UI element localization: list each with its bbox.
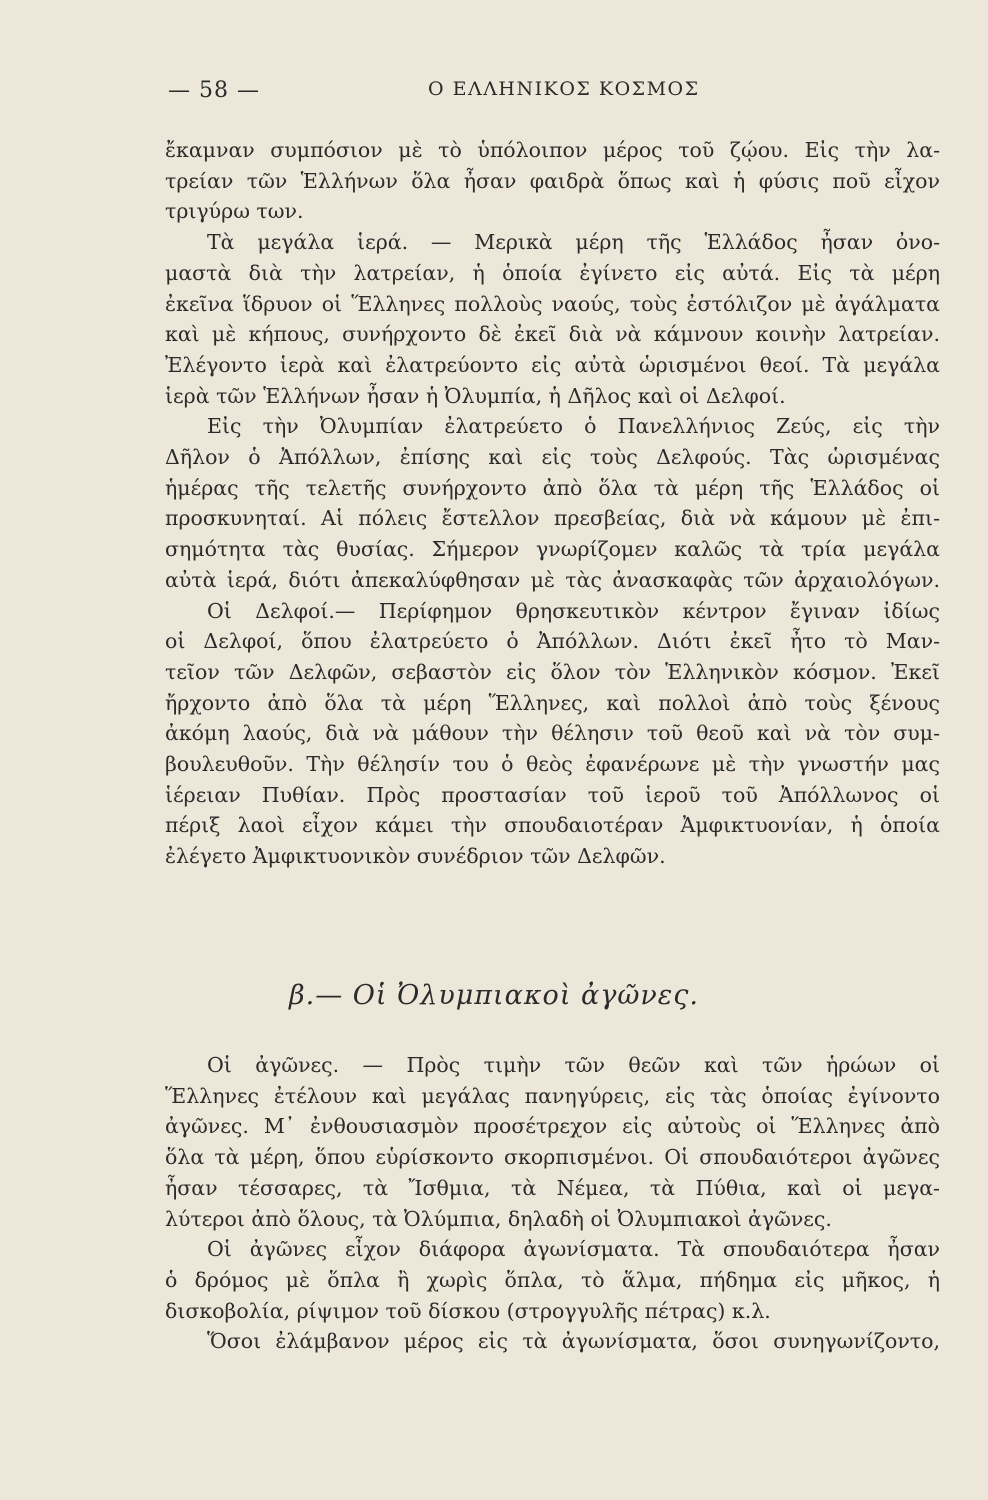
text-line: αὐτὰ ἱερά, διότι ἀπεκαλύφθησαν μὲ τὰς ἀνασκαφὰς τῶν ἀρχαιολόγων.: [165, 567, 940, 592]
text-line: Ὅσοι ἐλάμβανον μέρος εἰς τὰ ἀγωνίσματα, ὅσοι συνηγωνίζοντο,: [207, 1329, 940, 1354]
text-line: πέριξ λαοὶ εἶχον κάμει τὴν σπουδαιοτέραν Ἀμφικτυονίαν, ἡ ὁποία: [165, 813, 940, 838]
text-line: ἱερὰ τῶν Ἑλλήνων ἦσαν ἡ Ὀλυμπία, ἡ Δῆλος καὶ οἱ Δελφοί.: [165, 383, 786, 408]
subheading-line: Τὰ μεγάλα ἱερά. — Μερικὰ μέρη τῆς Ἑλλάδος ἦσαν ὀνο-: [207, 230, 940, 255]
text-line: δισκοβολία, ρίψιμον τοῦ δίσκου (στρογγυλῆς πέτρας) κ.λ.: [165, 1298, 771, 1323]
text-line: ἐκεῖνα ἵδρυον οἱ Ἕλληνες πολλοὺς ναούς, τοὺς ἐστόλιζον μὲ ἀγάλματα: [165, 291, 940, 316]
section-title: β.— Οἱ Ὀλυμπιακοὶ ἀγῶνες.: [289, 980, 699, 1011]
subheading-line: Οἱ ἀγῶνες. — Πρὸς τιμὴν τῶν θεῶν καὶ τῶν ἡρώων οἱ: [207, 1053, 940, 1077]
text-line: ἀγῶνες. Μ᾽ ἐνθουσιασμὸν προσέτρεχον εἰς αὐτοὺς οἱ Ἕλληνες ἀπὸ: [165, 1114, 940, 1139]
text-line: ὁ δρόμος μὲ ὅπλα ἢ χωρὶς ὅπλα, τὸ ἅλμα, πήδημα εἰς μῆκος, ἡ: [165, 1267, 940, 1292]
text-line: βουλευθοῦν. Τὴν θέλησίν του ὁ θεὸς ἐφανέρωνε μὲ τὴν γνωστήν μας: [165, 752, 940, 777]
text-line: Εἰς τὴν Ὀλυμπίαν ἐλατρεύετο ὁ Πανελλήνιος Ζεύς, εἰς τὴν: [207, 414, 940, 439]
text-line: ἤρχοντο ἀπὸ ὅλα τὰ μέρη Ἕλληνες, καὶ πολλοὶ ἀπὸ τοὺς ξένους: [165, 690, 940, 715]
text-line: προσκυνηταί. Αἱ πόλεις ἔστελλον πρεσβείας, διὰ νὰ κάμουν μὲ ἐπι-: [165, 506, 940, 531]
text-line: Δῆλον ὁ Ἀπόλλων, ἐπίσης καὶ εἰς τοὺς Δελφούς. Τὰς ὡρισμένας: [165, 445, 940, 470]
text-line: τρείαν τῶν Ἑλλήνων ὅλα ἦσαν φαιδρὰ ὅπως καὶ ἡ φύσις ποῦ εἶχον: [165, 168, 940, 193]
text-line: Ἐλέγοντο ἱερὰ καὶ ἐλατρεύοντο εἰς αὐτὰ ὡρισμένοι θεοί. Τὰ μεγάλα: [165, 352, 940, 377]
body-text-top: [165, 135, 940, 872]
running-title: Ο ΕΛΛΗΝΙΚΟΣ ΚΟΣΜΟΣ: [428, 78, 700, 100]
text-line: μαστὰ διὰ τὴν λατρείαν, ἡ ὁποία ἐγίνετο εἰς αὐτά. Εἰς τὰ μέρη: [165, 260, 940, 285]
body-text-bottom: [165, 1050, 940, 1357]
text-line: καὶ μὲ κήπους, συνήρχοντο δὲ ἐκεῖ διὰ νὰ κάμνουν κοινὴν λατρείαν.: [165, 322, 940, 347]
text-line: οἱ Δελφοί, ὅπου ἐλατρεύετο ὁ Ἀπόλλων. Διότι ἐκεῖ ἦτο τὸ Μαν-: [165, 629, 940, 654]
text-line: ἡμέρας τῆς τελετῆς συνήρχοντο ἀπὸ ὅλα τὰ μέρη τῆς Ἑλλάδος οἱ: [165, 475, 940, 500]
text-line: ὅλα τὰ μέρη, ὅπου εὑρίσκοντο σκορπισμένοι. Οἱ σπουδαιότεροι ἀγῶνες: [165, 1145, 940, 1170]
subheading-line: Οἱ Δελφοί.— Περίφημον θρησκευτικὸν κέντρον ἔγιναν ἰδίως: [207, 598, 940, 623]
text-line: λύτεροι ἀπὸ ὅλους, τὰ Ὀλύμπια, δηλαδὴ οἱ Ὀλυμπιακοὶ ἀγῶνες.: [165, 1206, 832, 1231]
text-line: σημότητα τὰς θυσίας. Σήμερον γνωρίζομεν καλῶς τὰ τρία μεγάλα: [165, 537, 940, 562]
text-line: Ἕλληνες ἐτέλουν καὶ μεγάλας πανηγύρεις, εἰς τὰς ὁποίας ἐγίνοντο: [165, 1083, 940, 1108]
text-line: Οἱ ἀγῶνες εἶχον διάφορα ἀγωνίσματα. Τὰ σπουδαιότερα ἦσαν: [207, 1237, 940, 1262]
text-line: τριγύρω των.: [165, 199, 304, 224]
text-line: ἀκόμη λαούς, διὰ νὰ μάθουν τὴν θέλησιν τοῦ θεοῦ καὶ νὰ τὸν συμ-: [165, 721, 940, 746]
page-number: — 58 —: [168, 78, 260, 103]
text-line: τεῖον τῶν Δελφῶν, σεβαστὸν εἰς ὅλον τὸν Ἑλληνικὸν κόσμον. Ἐκεῖ: [165, 659, 940, 684]
text-line: ἦσαν τέσσαρες, τὰ Ἴσθμια, τὰ Νέμεα, τὰ Πύθια, καὶ οἱ μεγα-: [165, 1175, 940, 1200]
text-line: ἱέρειαν Πυθίαν. Πρὸς προστασίαν τοῦ ἱεροῦ τοῦ Ἀπόλλωνος οἱ: [165, 782, 940, 807]
text-line: ἔκαμναν συμπόσιον μὲ τὸ ὑπόλοιπον μέρος τοῦ ζῴου. Εἰς τὴν λα-: [165, 138, 940, 162]
text-line: ἐλέγετο Ἀμφικτυονικὸν συνέδριον τῶν Δελφῶν.: [165, 844, 666, 869]
